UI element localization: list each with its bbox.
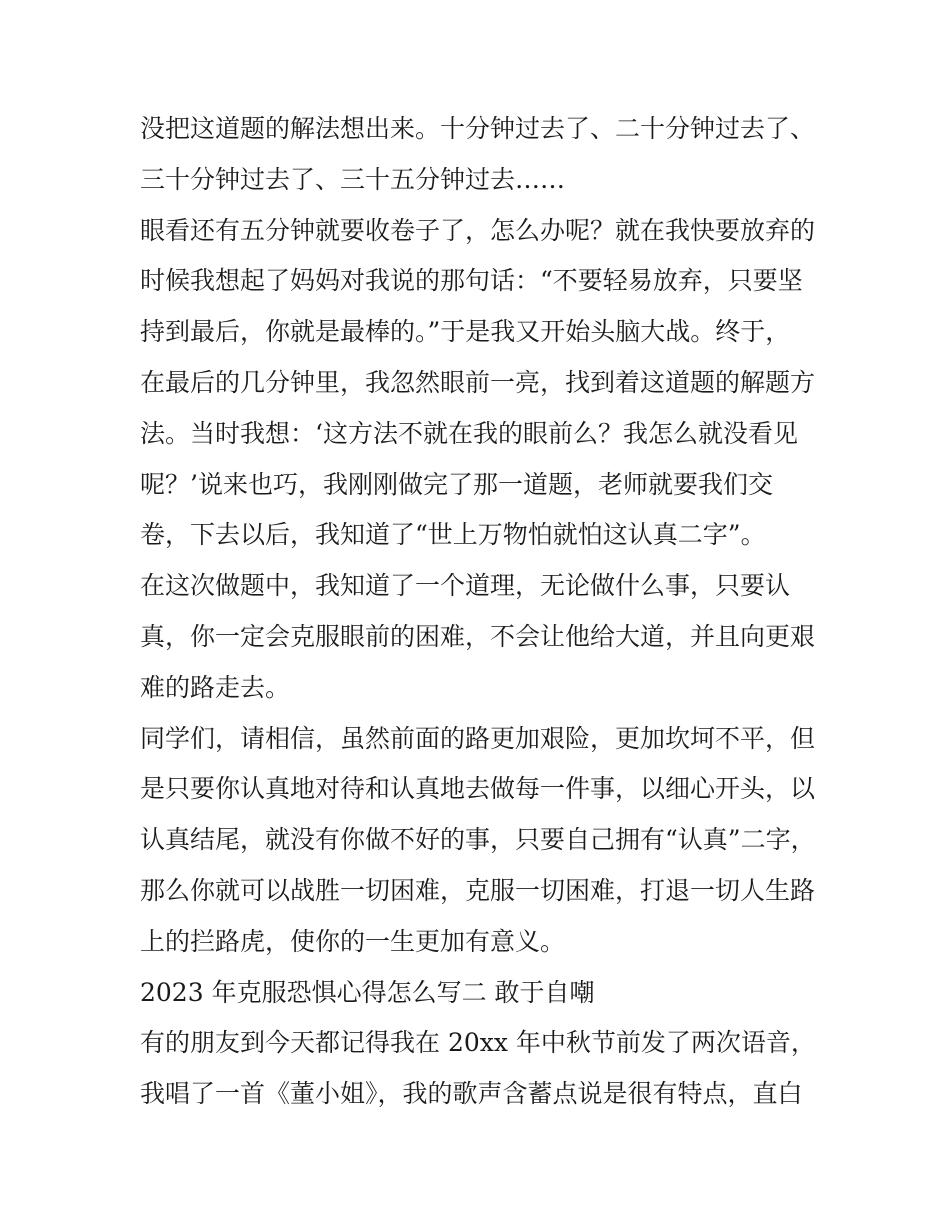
text-line: 有的朋友到今天都记得我在 20xx 年中秋节前发了两次语音， <box>140 1028 816 1058</box>
text-line: 在这次做题中，我知道了一个道理，无论做什么事，只要认 <box>140 571 791 601</box>
text-line: 那么你就可以战胜一切困难，克服一切困难，打退一切人生路 <box>140 875 816 905</box>
text-line: 是只要你认真地对待和认真地去做每一件事，以细心开头，以 <box>140 774 816 804</box>
text-line: 上的拦路虎，使你的一生更加有意义。 <box>140 926 566 956</box>
text-line: 在最后的几分钟里，我忽然眼前一亮，找到着这道题的解题方 <box>140 367 816 397</box>
text-line: 卷，下去以后，我知道了“世上万物怕就怕这认真二字”。 <box>140 520 766 550</box>
document-body <box>140 104 820 1120</box>
text-line: 法。当时我想：‘这方法不就在我的眼前么？我怎么就没看见 <box>140 418 798 448</box>
text-line: 难的路走去。 <box>140 672 291 702</box>
text-line: 三十分钟过去了、三十五分钟过去…… <box>140 164 566 194</box>
section-heading: 2023 年克服恐惧心得怎么写二 敢于自嘲 <box>140 977 595 1007</box>
text-line: 同学们，请相信，虽然前面的路更加艰险，更加坎坷不平，但 <box>140 723 816 753</box>
text-line: 持到最后，你就是最棒的。”于是我又开始头脑大战。终于， <box>140 317 791 347</box>
text-line: 呢？’说来也巧，我刚刚做完了那一道题，老师就要我们交 <box>140 469 773 499</box>
text-line: 我唱了一首《董小姐》，我的歌声含蓄点说是很有特点，直白 <box>140 1079 803 1109</box>
text-line: 眼看还有五分钟就要收卷子了，怎么办呢？就在我快要放弃的 <box>140 215 816 245</box>
text-line: 真，你一定会克服眼前的困难，不会让他给大道，并且向更艰 <box>140 621 816 651</box>
text-line: 没把这道题的解法想出来。十分钟过去了、二十分钟过去了、 <box>140 114 816 143</box>
text-line: 时候我想起了妈妈对我说的那句话：“不要轻易放弃，只要坚 <box>140 266 803 296</box>
text-line: 认真结尾，就没有你做不好的事，只要自己拥有“认真”二字， <box>140 825 816 855</box>
